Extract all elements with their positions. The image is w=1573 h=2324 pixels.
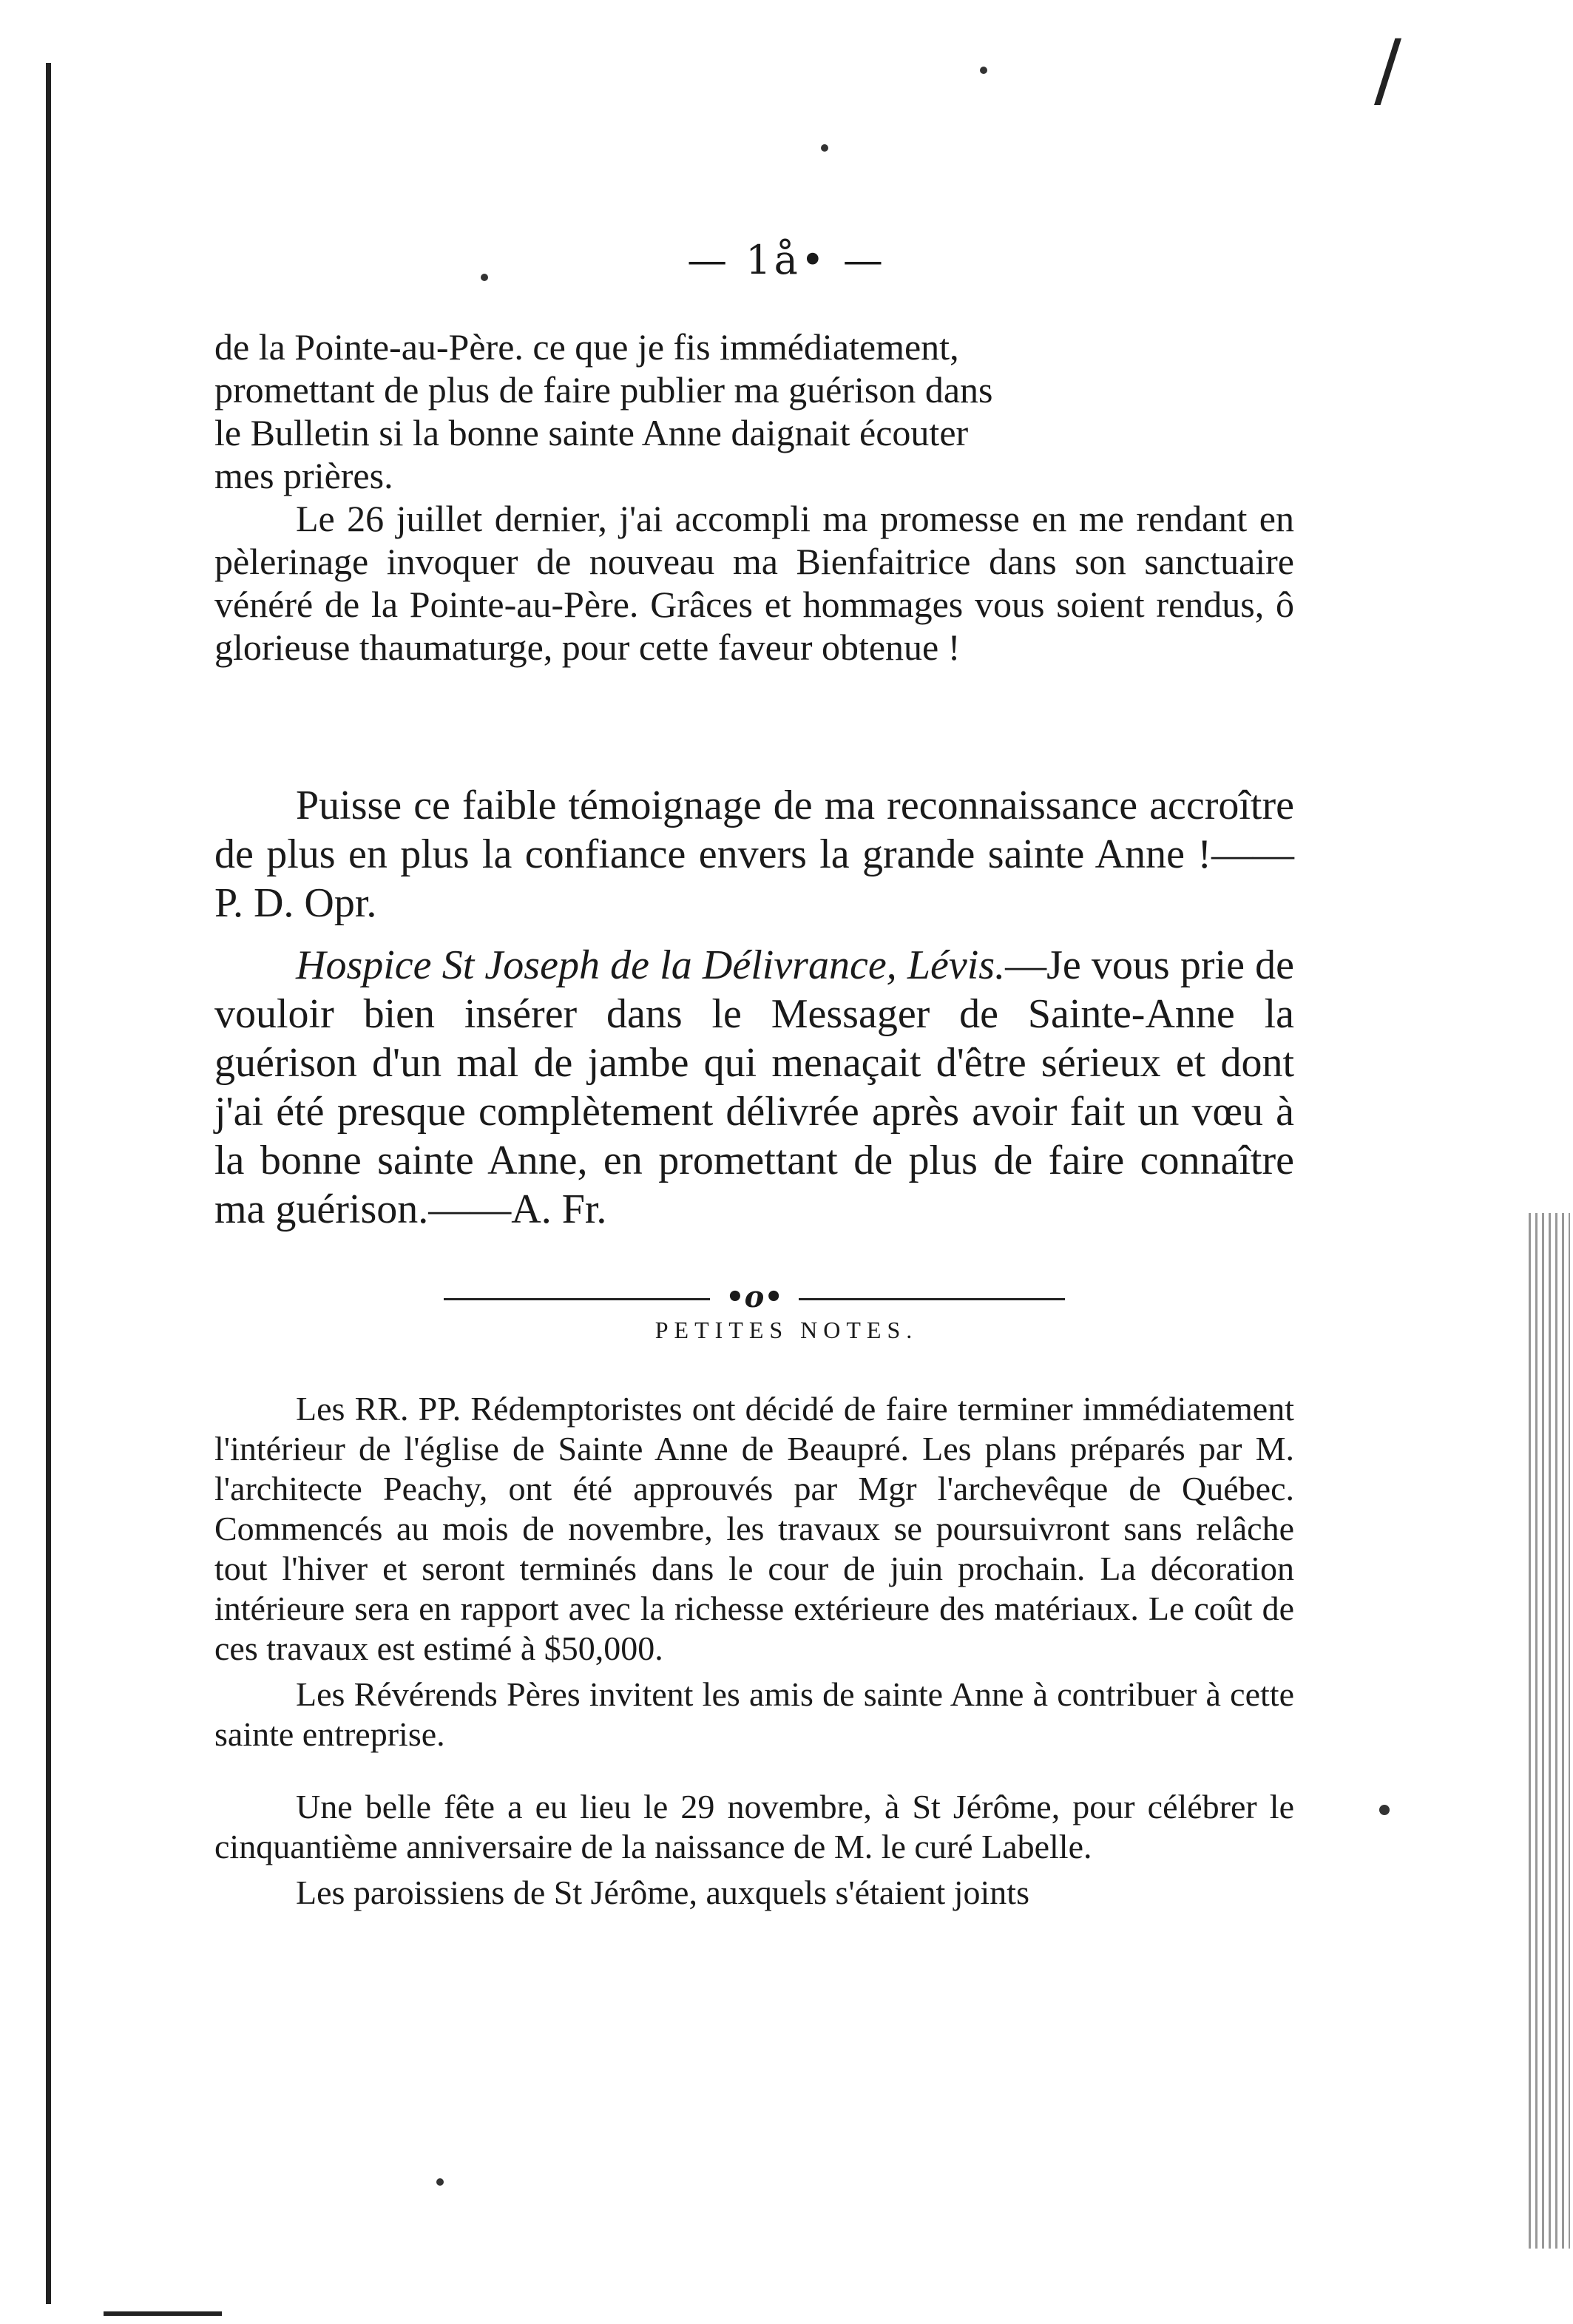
scan-margin-rule — [46, 63, 51, 2304]
scan-bottom-rule — [104, 2311, 222, 2316]
line-3: le Bulletin si la bonne sainte Anne daignait écouter — [214, 412, 969, 453]
hospice-text: —Je vous prie de vouloir bien insérer dans le Messager de Sainte-Anne la guérison d'un mal de jambe qui menaçait d'être sérieux et dont j'ai été presque complètement délivrée après avoir fait un vœu à la bonne sainte Anne, en promettant de plus de faire connaître ma guérison.——A. Fr. — [214, 942, 1294, 1232]
section-separator — [444, 1280, 1065, 1314]
scan-speck — [1379, 1805, 1390, 1815]
line-1: de la Pointe-au-Père. ce que je fis immédiatement, — [214, 326, 959, 368]
paragraph-paroissiens: Les paroissiens de St Jérôme, auxquels s'étaient joints — [296, 1874, 1029, 1911]
paragraph-temoignage: Puisse ce faible témoignage de ma reconnaissance accroître de plus en plus la confiance envers la grande sainte Anne !——P. D. Opr. — [214, 783, 1294, 926]
text-block-1 — [214, 325, 1294, 669]
paragraph-pelerinage: Le 26 juillet dernier, j'ai accompli ma promesse en me rendant en pèlerinage invoquer de nouveau ma Bienfaitrice dans son sanctuaire vénéré de la Pointe-au-Père. Grâces et hommages vous soient rendus, ô glorieuse thaumaturge, pour cette faveur obtenue ! — [214, 498, 1294, 668]
section-title: PETITES NOTES. — [654, 1317, 919, 1343]
separator-line-left — [444, 1298, 710, 1300]
scan-speck — [821, 144, 828, 152]
line-2: promettant de plus de faire publier ma guérison dans — [214, 369, 993, 411]
scan-edge-noise — [1529, 1213, 1570, 2249]
scan-speck — [436, 2178, 444, 2186]
scan-speck — [980, 67, 987, 74]
page-number: — 1å• — — [687, 237, 886, 283]
separator-line-right — [799, 1298, 1065, 1300]
text-block-3 — [214, 1389, 1294, 1913]
text-block-2 — [214, 781, 1294, 1234]
hospice-place: Hospice St Joseph de la Délivrance, Lévis. — [296, 942, 1006, 988]
paragraph-invitation: Les Révérends Pères invitent les amis de sainte Anne à contribuer à cette sainte entreprise. — [214, 1675, 1294, 1753]
separator-ornament: •o• — [725, 1280, 783, 1314]
paragraph-hospice — [214, 941, 1294, 1234]
line-4: mes prières. — [214, 455, 393, 496]
paragraph-fete: Une belle fête a eu lieu le 29 novembre, à St Jérôme, pour célébrer le cinquantième anniversaire de la naissance de M. le curé Labelle. — [214, 1788, 1294, 1865]
scan-slash-mark: / — [1374, 22, 1402, 117]
paragraph-travaux: Les RR. PP. Rédemptoristes ont décidé de faire terminer immédiatement l'intérieur de l'église de Sainte Anne de Beaupré. Les plans préparés par M. l'architecte Peachy, ont été approuvés par Mgr l'archevêque de Québec. Commencés au mois de novembre, les travaux se poursuivront sans relâche tout l'hiver et seront terminés dans le cour de juin prochain. La décoration intérieure sera en rapport avec la richesse extérieure des matériaux. Le coût de ces travaux est estimé à $50,000. — [214, 1390, 1294, 1667]
